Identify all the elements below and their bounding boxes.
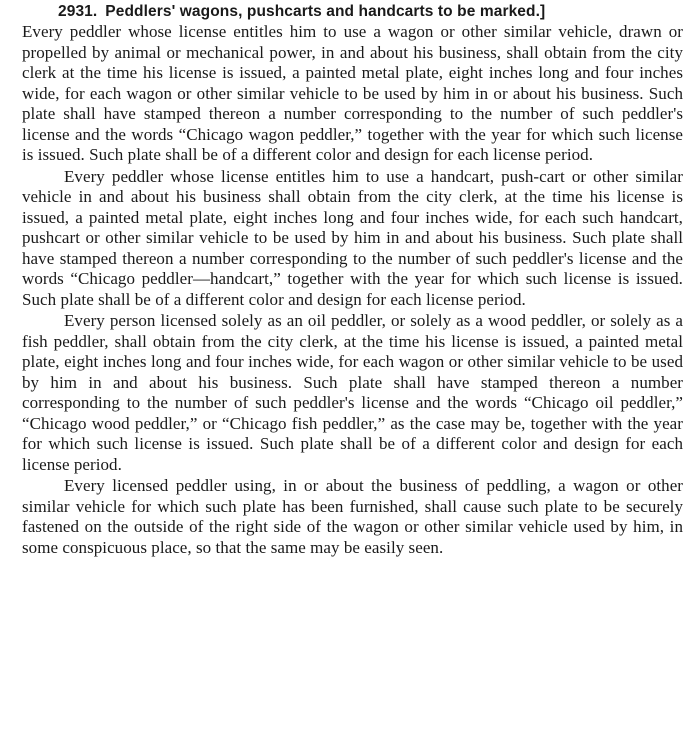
section-number: 2931.: [58, 3, 98, 20]
paragraph-plate-fastening: Every licensed peddler using, in or about the business of peddling, a wagon or other similar vehicle for which such plate has been furnished, shall cause such plate to be securely fastened on the outside of the right side of the wagon or other similar vehicle used by him, in some conspicuous place, so that the same may be easily seen.: [22, 476, 683, 557]
section-title: Peddlers' wagons, pushcarts and handcarts to be marked.]: [105, 3, 546, 20]
paragraph-handcart-plate: Every peddler whose license entitles him to use a handcart, push-cart or other similar vehicle in and about his business shall obtain from the city clerk, at the time his license is issued, a painted metal plate, eight inches long and four inches wide, for each such handcart, pushcart or other similar vehicle to be used by him in and about his business. Such plate shall have stamped thereon a number corresponding to the number of such peddler's license and the words “Chicago peddler—handcart,” together with the year for which such license is issued. Such plate shall be of a different color and design for each license period.: [22, 166, 683, 309]
paragraph-wagon-plate: Every peddler whose license entitles him to use a wagon or other similar vehicle, drawn or propelled by animal or mechanical power, in and about his business, shall obtain from the city clerk at the time his license is issued, a painted metal plate, eight inches long and four inches wide, for each wagon or other similar vehicle to be used by him in or about his business. Such plate shall have stamped thereon a number corresponding to the number of such peddler's license and the words “Chicago wagon peddler,” together with the year for which such license is issued. Such plate shall be of a different color and design for each license period.: [22, 22, 683, 164]
section-heading: [58, 2, 683, 22]
paragraph-oil-wood-fish-plate: Every person licensed solely as an oil peddler, or solely as a wood peddler, or solely as a fish peddler, shall obtain from the city clerk, at the time his license is issued, a painted metal plate, eight inches long and four inches wide, for each wagon or other similar vehicle to be used by him in and about his business. Such plate shall have stamped thereon a number corresponding to the number of such peddler's license and the words “Chicago oil peddler,” “Chicago wood peddler,” or “Chicago fish peddler,” as the case may be, together with the year for which such license is issued. Such plate shall be of a different color and design for each license period.: [22, 311, 683, 474]
